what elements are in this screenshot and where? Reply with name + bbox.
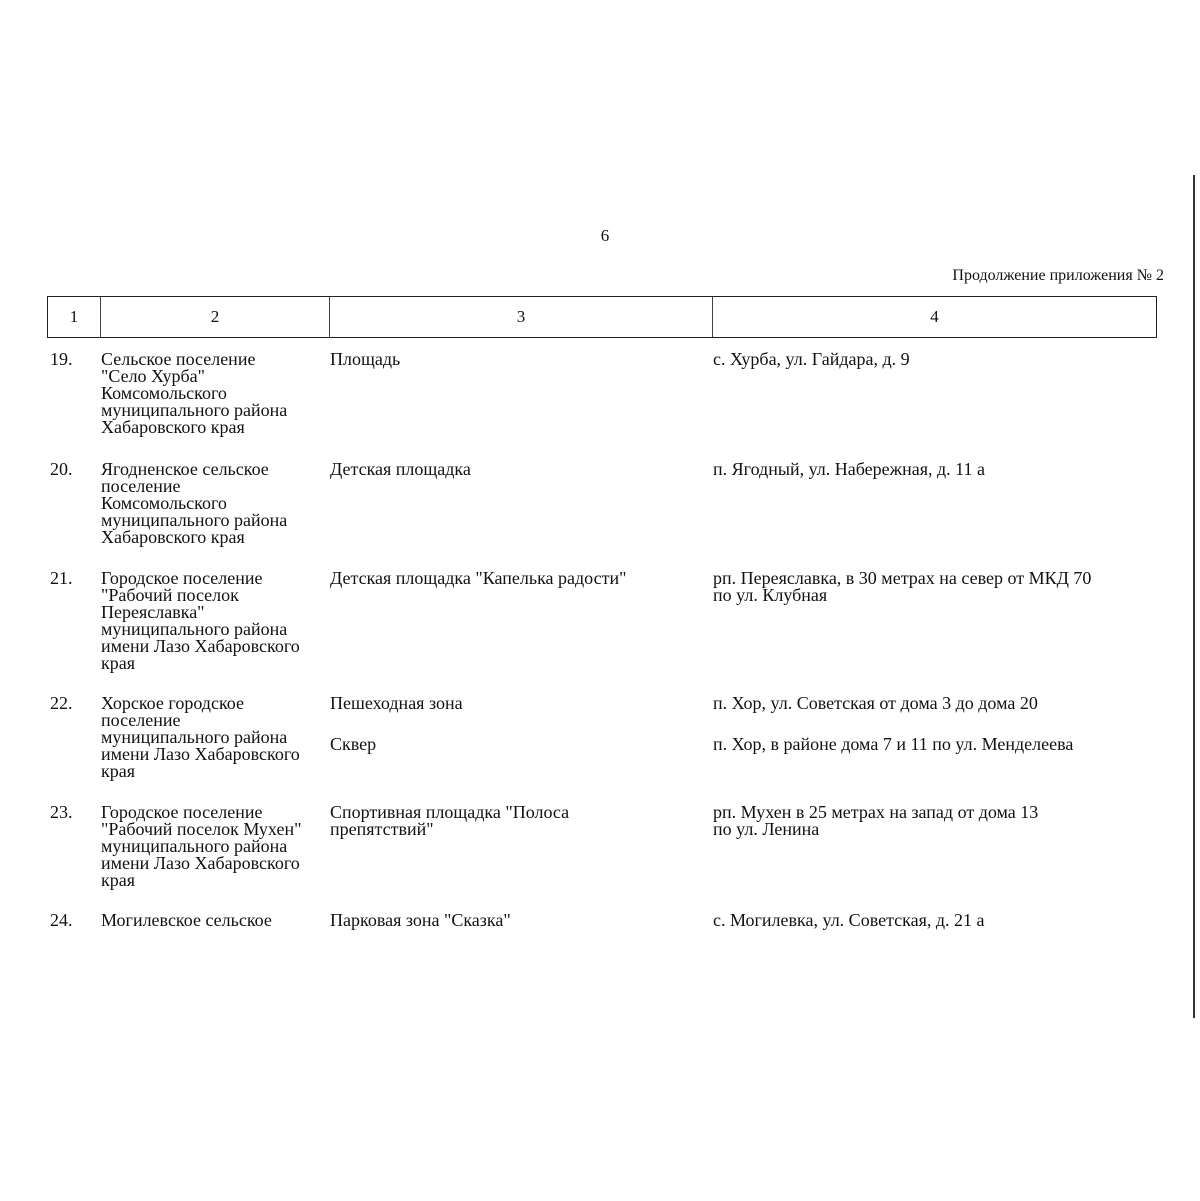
row-number: 20. — [50, 459, 73, 479]
name-line: Ягодненское сельское — [101, 459, 269, 479]
page-edge-line — [1193, 175, 1195, 1018]
settlement-name — [101, 695, 329, 780]
name-line: края — [101, 761, 136, 781]
name-line: Хабаровского края — [101, 527, 245, 547]
row-number: 24. — [50, 910, 73, 930]
name-line: муниципального района — [101, 619, 288, 639]
object-name: Детская площадка "Капелька радости" — [330, 568, 627, 588]
object-name: Пешеходная зона — [330, 693, 463, 713]
name-line: муниципального района — [101, 836, 288, 856]
address-line: п. Хор, в районе дома 7 и 11 по ул. Менделеева — [713, 734, 1074, 754]
name-line: "Село Хурба" — [101, 366, 205, 386]
continuation-note: Продолжение приложения № 2 — [952, 267, 1164, 284]
settlement-name — [101, 912, 329, 929]
row-number: 23. — [50, 802, 73, 822]
object-name — [330, 804, 710, 838]
address-line: по ул. Клубная — [713, 585, 828, 605]
address-line: с. Могилевка, ул. Советская, д. 21 а — [713, 910, 985, 930]
name-line: муниципального района — [101, 400, 288, 420]
settlement-name — [101, 461, 329, 546]
name-line: Комсомольского — [101, 493, 227, 513]
header-col-2: 2 — [100, 297, 329, 337]
name-line: имени Лазо Хабаровского — [101, 853, 300, 873]
address-line: п. Ягодный, ул. Набережная, д. 11 а — [713, 459, 985, 479]
object-name: Сквер — [330, 734, 377, 754]
page-number: 6 — [600, 226, 610, 245]
name-line: Переяславка" — [101, 602, 205, 622]
header-col-1: 1 — [69, 307, 79, 326]
name-line: края — [101, 870, 136, 890]
object-name: Детская площадка — [330, 459, 471, 479]
name-line: Могилевское сельское — [101, 910, 272, 930]
object-address — [713, 461, 1163, 478]
row-number: 21. — [50, 568, 73, 588]
object-address — [713, 736, 1163, 753]
object-address — [713, 912, 1163, 929]
address-line: рп. Мухен в 25 метрах на запад от дома 13 — [713, 802, 1039, 822]
name-line: края — [101, 653, 136, 673]
name-line: Хорское городское — [101, 693, 244, 713]
header-col-4: 4 — [712, 297, 1156, 337]
object-address — [713, 804, 1163, 838]
address-line: п. Хор, ул. Советская от дома 3 до дома 20 — [713, 693, 1038, 713]
name-line: муниципального района — [101, 727, 288, 747]
settlement-name — [101, 570, 329, 672]
object-line: препятствий" — [330, 819, 434, 839]
object-address — [713, 570, 1163, 604]
name-line: имени Лазо Хабаровского — [101, 636, 300, 656]
name-line: Хабаровского края — [101, 417, 245, 437]
address-line: с. Хурба, ул. Гайдара, д. 9 — [713, 349, 910, 369]
name-line: Городское поселение — [101, 802, 263, 822]
header-col-3: 3 — [329, 297, 712, 337]
name-line: муниципального района — [101, 510, 288, 530]
address-line: по ул. Ленина — [713, 819, 820, 839]
settlement-name — [101, 351, 329, 436]
name-line: Комсомольского — [101, 383, 227, 403]
name-line: имени Лазо Хабаровского — [101, 744, 300, 764]
row-number: 22. — [50, 693, 73, 713]
object-address — [713, 351, 1163, 368]
name-line: "Рабочий поселок Мухен" — [101, 819, 302, 839]
object-name: Площадь — [330, 349, 401, 369]
name-line: Городское поселение — [101, 568, 263, 588]
object-line: Спортивная площадка "Полоса — [330, 802, 570, 822]
name-line: Сельское поселение — [101, 349, 256, 369]
name-line: поселение — [101, 710, 181, 730]
object-name: Парковая зона "Сказка" — [330, 910, 511, 930]
object-address — [713, 695, 1163, 712]
row-number: 19. — [50, 349, 73, 369]
name-line: поселение — [101, 476, 181, 496]
settlement-name — [101, 804, 329, 889]
name-line: "Рабочий поселок — [101, 585, 239, 605]
address-line: рп. Переяславка, в 30 метрах на север от МКД 70 — [713, 568, 1092, 588]
